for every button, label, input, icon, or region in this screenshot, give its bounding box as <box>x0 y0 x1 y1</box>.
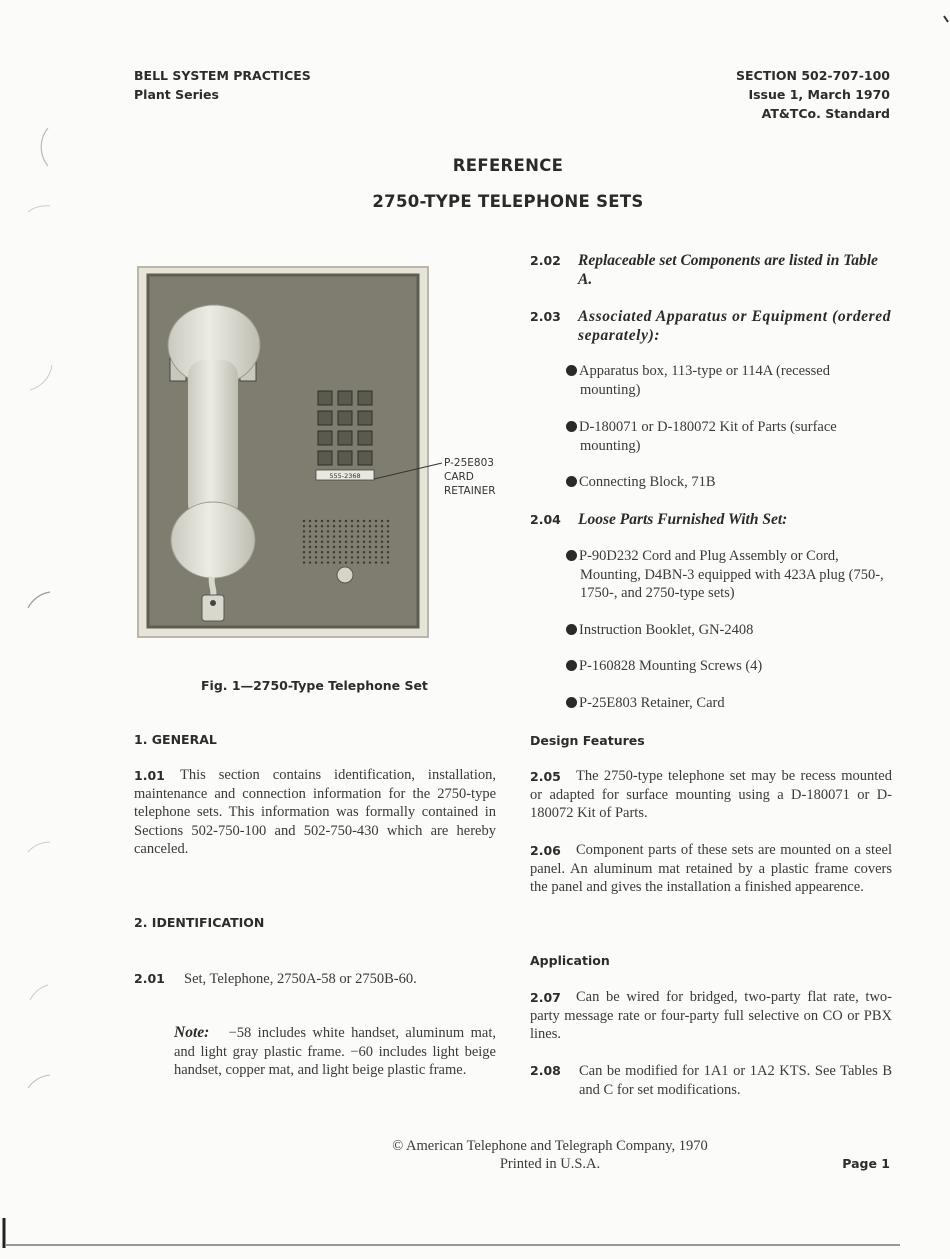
grille-hole <box>351 525 353 527</box>
grille-hole <box>387 561 389 563</box>
grille-hole <box>375 546 377 548</box>
grille-hole <box>375 556 377 558</box>
grille-hole <box>345 520 347 522</box>
grille-hole <box>345 556 347 558</box>
para-2-05 <box>530 767 892 823</box>
page-number: Page 1 <box>842 1156 890 1171</box>
grille-hole <box>303 525 305 527</box>
grille-hole <box>369 546 371 548</box>
note-block <box>174 1024 496 1080</box>
para-1-01-text: This section contains identification, installation, maintenance and connection information for the 2750-type telephone sets. This information was formally contained in Sections 502-750-100 and 502-750-430 which are hereby canceled. <box>134 767 496 857</box>
para-2-04 <box>530 510 892 529</box>
grille-hole <box>345 535 347 537</box>
header-series: Plant Series <box>134 87 219 102</box>
grille-hole <box>363 535 365 537</box>
grille-hole <box>387 546 389 548</box>
grille-hole <box>315 530 317 532</box>
grille-hole <box>333 551 335 553</box>
grille-hole <box>345 561 347 563</box>
para-2-04-number: 2.04 <box>530 512 561 527</box>
bullet-icon <box>566 550 577 561</box>
grille-hole <box>363 561 365 563</box>
bullet-2-03-2 <box>566 418 892 455</box>
grille-hole <box>357 541 359 543</box>
grille-hole <box>381 520 383 522</box>
grille-hole <box>351 541 353 543</box>
grille-hole <box>333 520 335 522</box>
grille-hole <box>351 535 353 537</box>
bullet-2-04-1 <box>566 547 892 603</box>
bullet-text: P-90D232 Cord and Plug Assembly or Cord, Mounting, D4BN-3 equipped with 423A plug (750-, 1750-, and 2750-type sets) <box>579 548 884 601</box>
footer-printed-line: Printed in U.S.A. <box>499 1156 601 1172</box>
grille-hole <box>381 561 383 563</box>
para-2-03 <box>530 307 892 345</box>
grille-hole <box>363 520 365 522</box>
grille-hole <box>333 561 335 563</box>
grille-hole <box>303 530 305 532</box>
grille-hole <box>369 561 371 563</box>
grille-hole <box>363 551 365 553</box>
callout-line2: CARD <box>444 471 474 483</box>
grille-hole <box>303 546 305 548</box>
telephone-illustration <box>136 265 508 640</box>
grille-hole <box>363 556 365 558</box>
grille-hole <box>351 530 353 532</box>
grille-hole <box>351 561 353 563</box>
bullet-text: P-160828 Mounting Screws (4) <box>579 658 763 674</box>
header-right <box>736 66 890 123</box>
grille-hole <box>333 525 335 527</box>
grille-hole <box>327 535 329 537</box>
grille-hole <box>303 535 305 537</box>
grille-hole <box>339 535 341 537</box>
para-2-02 <box>530 251 892 289</box>
grille-hole <box>381 556 383 558</box>
callout-line3: RETAINER <box>444 485 496 497</box>
grille-hole <box>369 530 371 532</box>
grille-hole <box>381 535 383 537</box>
grille-hole <box>387 556 389 558</box>
para-2-01-text: Set, Telephone, 2750A-58 or 2750B-60. <box>184 971 417 987</box>
para-2-06-number: 2.06 <box>530 843 561 858</box>
para-2-01-number: 2.01 <box>134 971 165 986</box>
grille-hole <box>339 546 341 548</box>
grille-hole <box>369 535 371 537</box>
grille-hole <box>375 520 377 522</box>
grille-hole <box>369 520 371 522</box>
figure-caption: Fig. 1—2750-Type Telephone Set <box>201 678 428 693</box>
para-2-06 <box>530 841 892 897</box>
grille-hole <box>309 561 311 563</box>
grille-hole <box>339 541 341 543</box>
grille-hole <box>315 541 317 543</box>
grille-hole <box>339 551 341 553</box>
bullet-2-04-3 <box>566 657 892 676</box>
para-2-07-text: Can be wired for bridged, two-party flat rate, two-party message rate or four-party full selective on CO or PBX lines. <box>530 989 892 1042</box>
grille-hole <box>309 520 311 522</box>
header-left <box>134 66 311 104</box>
grille-hole <box>357 556 359 558</box>
grille-hole <box>357 546 359 548</box>
para-2-07-number: 2.07 <box>530 990 561 1005</box>
grille-hole <box>387 541 389 543</box>
grille-hole <box>345 551 347 553</box>
header-practice-title: BELL SYSTEM PRACTICES <box>134 68 311 83</box>
grille-hole <box>357 535 359 537</box>
grille-hole <box>363 525 365 527</box>
header-standard: AT&TCo. Standard <box>761 106 890 121</box>
grille-hole <box>303 551 305 553</box>
grille-hole <box>303 520 305 522</box>
bullet-2-03-1 <box>566 362 892 399</box>
grille-hole <box>309 530 311 532</box>
bullet-text: Connecting Block, 71B <box>579 474 716 490</box>
grille-hole <box>381 525 383 527</box>
grille-hole <box>375 535 377 537</box>
para-2-04-text: Loose Parts Furnished With Set: <box>578 511 788 528</box>
bullet-2-04-4 <box>566 694 892 713</box>
grille-hole <box>357 520 359 522</box>
grille-hole <box>315 556 317 558</box>
footer-copyright-line: © American Telephone and Telegraph Company, 1970 <box>392 1138 708 1154</box>
grille-hole <box>363 530 365 532</box>
grille-hole <box>303 541 305 543</box>
para-2-05-number: 2.05 <box>530 769 561 784</box>
grille-hole <box>309 556 311 558</box>
grille-hole <box>381 546 383 548</box>
grille-hole <box>339 556 341 558</box>
para-2-03-number: 2.03 <box>530 309 561 324</box>
grille-hole <box>387 520 389 522</box>
grille-hole <box>375 530 377 532</box>
footer-copyright <box>0 1137 950 1173</box>
para-2-07 <box>530 988 892 1044</box>
grille-hole <box>327 556 329 558</box>
grille-hole <box>387 551 389 553</box>
bullet-text: Instruction Booklet, GN-2408 <box>579 622 754 638</box>
doc-title-main: 2750-TYPE TELEPHONE SETS <box>372 192 644 211</box>
grille-hole <box>321 546 323 548</box>
bullet-icon <box>566 660 577 671</box>
grille-hole <box>387 535 389 537</box>
grille-hole <box>339 525 341 527</box>
grille-hole <box>321 561 323 563</box>
grille-hole <box>309 541 311 543</box>
bullet-2-04-2 <box>566 621 892 640</box>
grille-hole <box>327 551 329 553</box>
para-2-03-text: Associated Apparatus or Equipment (ordered separately): <box>578 308 892 344</box>
grille-hole <box>351 546 353 548</box>
bullet-icon <box>566 421 577 432</box>
grille-hole <box>357 530 359 532</box>
header-issue: Issue 1, March 1970 <box>748 87 890 102</box>
bullet-2-03-3 <box>566 473 892 492</box>
number-card-label: 555-2368 <box>329 472 361 480</box>
grille-hole <box>387 530 389 532</box>
grille-hole <box>345 546 347 548</box>
bullet-text: P-25E803 Retainer, Card <box>579 695 725 711</box>
grille-hole <box>387 525 389 527</box>
grille-hole <box>321 556 323 558</box>
grille-hole <box>309 546 311 548</box>
grille-hole <box>315 520 317 522</box>
grille-hole <box>357 525 359 527</box>
para-2-08-number: 2.08 <box>530 1063 561 1078</box>
grille-hole <box>315 546 317 548</box>
para-1-01 <box>134 766 496 859</box>
grille-hole <box>333 541 335 543</box>
para-2-06-text: Component parts of these sets are mounted on a steel panel. An aluminum mat retained by a plastic frame covers the panel and gives the installation a finished appearence. <box>530 842 892 895</box>
grille-hole <box>327 561 329 563</box>
section-general-heading: 1. GENERAL <box>134 732 217 747</box>
grille-hole <box>333 535 335 537</box>
para-2-02-text: Replaceable set Components are listed in Table A. <box>578 252 878 288</box>
grille-hole <box>369 556 371 558</box>
bullet-icon <box>566 365 577 376</box>
grille-hole <box>375 561 377 563</box>
para-2-08-text: Can be modified for 1A1 or 1A2 KTS. See Tables B and C for set modifications. <box>579 1063 892 1098</box>
grille-hole <box>327 546 329 548</box>
header-section: SECTION 502-707-100 <box>736 68 890 83</box>
grille-hole <box>333 546 335 548</box>
para-2-08 <box>530 1062 892 1099</box>
grille-hole <box>363 541 365 543</box>
grille-hole <box>309 551 311 553</box>
speaker-grille <box>303 520 389 564</box>
para-2-05-text: The 2750-type telephone set may be recess mounted or adapted for surface mounting using a D-180071 or D-180072 Kit of Parts. <box>530 768 892 821</box>
grille-hole <box>375 525 377 527</box>
grille-hole <box>321 541 323 543</box>
para-2-02-number: 2.02 <box>530 253 561 268</box>
grille-hole <box>327 530 329 532</box>
grille-hole <box>315 535 317 537</box>
grille-hole <box>369 541 371 543</box>
note-text: −58 includes white handset, aluminum mat, and light gray plastic frame. −60 includes light beige handset, copper mat, and light beige plastic frame. <box>174 1025 496 1078</box>
grille-hole <box>303 561 305 563</box>
grille-hole <box>369 551 371 553</box>
grille-hole <box>351 520 353 522</box>
grille-hole <box>381 530 383 532</box>
doc-title-reference: REFERENCE <box>452 156 564 175</box>
bullet-icon <box>566 476 577 487</box>
note-label: Note: <box>174 1024 210 1041</box>
application-heading: Application <box>530 953 610 968</box>
grille-hole <box>339 530 341 532</box>
grille-hole <box>321 525 323 527</box>
grille-hole <box>357 561 359 563</box>
grille-hole <box>327 541 329 543</box>
grille-hole <box>357 551 359 553</box>
grille-hole <box>339 561 341 563</box>
grille-hole <box>327 520 329 522</box>
bullet-icon <box>566 624 577 635</box>
callout-line1: P-25E803 <box>444 457 494 469</box>
grille-hole <box>345 530 347 532</box>
grille-hole <box>375 541 377 543</box>
grille-hole <box>345 525 347 527</box>
bullet-text: D-180071 or D-180072 Kit of Parts (surface mounting) <box>579 419 837 454</box>
grille-hole <box>321 551 323 553</box>
grille-hole <box>309 525 311 527</box>
grille-hole <box>303 556 305 558</box>
grille-hole <box>315 525 317 527</box>
grille-hole <box>333 530 335 532</box>
grille-hole <box>363 546 365 548</box>
bullet-icon <box>566 697 577 708</box>
grille-hole <box>321 530 323 532</box>
grille-hole <box>315 561 317 563</box>
grille-hole <box>375 551 377 553</box>
grille-hole <box>321 520 323 522</box>
grille-hole <box>351 551 353 553</box>
para-1-01-number: 1.01 <box>134 768 165 783</box>
bullet-text: Apparatus box, 113-type or 114A (recessed mounting) <box>579 363 830 398</box>
grille-hole <box>327 525 329 527</box>
grille-hole <box>369 525 371 527</box>
grille-hole <box>339 520 341 522</box>
grille-hole <box>381 551 383 553</box>
grille-hole <box>381 541 383 543</box>
grille-hole <box>309 535 311 537</box>
figure-telephone-set <box>136 265 508 640</box>
design-features-heading: Design Features <box>530 733 645 748</box>
section-identification-heading: 2. IDENTIFICATION <box>134 915 265 930</box>
grille-hole <box>351 556 353 558</box>
grille-hole <box>321 535 323 537</box>
grille-hole <box>345 541 347 543</box>
grille-hole <box>333 556 335 558</box>
grille-hole <box>315 551 317 553</box>
